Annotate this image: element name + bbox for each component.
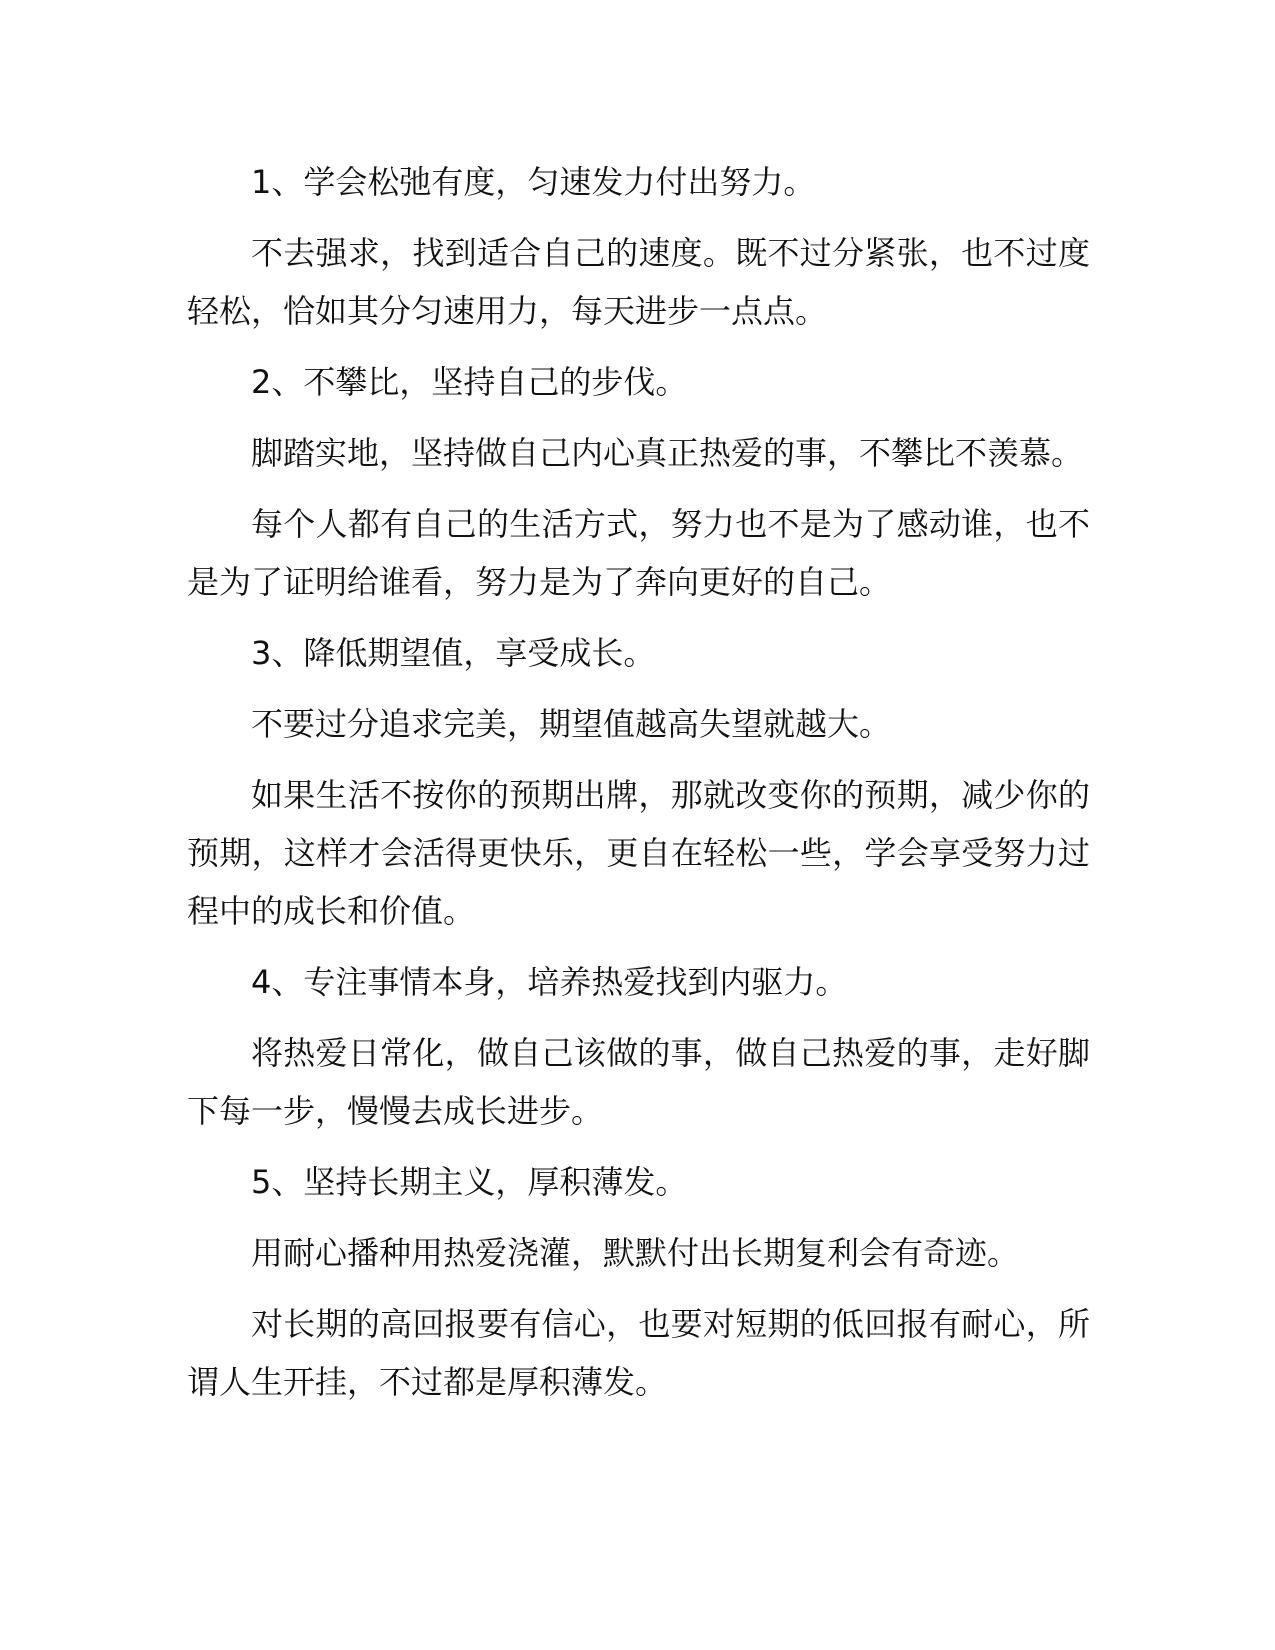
body-paragraph: 用耐心播种用热爱浇灌，默默付出长期复利会有奇迹。 bbox=[251, 1234, 1020, 1272]
document-body bbox=[187, 153, 1090, 1424]
heading-item-3: 3、降低期望值，享受成长。 bbox=[251, 634, 656, 672]
body-paragraph: 不去强求，找到适合自己的速度。既不过分紧张，也不过度轻松，恰如其分匀速用力，每天进步一点点。 bbox=[187, 234, 1090, 330]
heading-item-1: 1、学会松弛有度，匀速发力付出努力。 bbox=[251, 163, 816, 201]
heading-item-5: 5、坚持长期主义，厚积薄发。 bbox=[251, 1163, 688, 1201]
body-paragraph: 将热爱日常化，做自己该做的事，做自己热爱的事，走好脚下每一步，慢慢去成长进步。 bbox=[187, 1034, 1090, 1130]
body-paragraph: 对长期的高回报要有信心，也要对短期的低回报有耐心，所谓人生开挂，不过都是厚积薄发。 bbox=[187, 1305, 1090, 1401]
body-paragraph: 如果生活不按你的预期出牌，那就改变你的预期，减少你的预期，这样才会活得更快乐，更自在轻松一些，学会享受努力过程中的成长和价值。 bbox=[187, 776, 1090, 930]
body-paragraph: 不要过分追求完美，期望值越高失望就越大。 bbox=[251, 705, 892, 743]
heading-item-4: 4、专注事情本身，培养热爱找到内驱力。 bbox=[251, 963, 848, 1001]
body-paragraph: 每个人都有自己的生活方式，努力也不是为了感动谁，也不是为了证明给谁看，努力是为了奔向更好的自己。 bbox=[187, 505, 1090, 601]
heading-item-2: 2、不攀比，坚持自己的步伐。 bbox=[251, 363, 688, 401]
body-paragraph: 脚踏实地，坚持做自己内心真正热爱的事，不攀比不羡慕。 bbox=[251, 434, 1084, 472]
